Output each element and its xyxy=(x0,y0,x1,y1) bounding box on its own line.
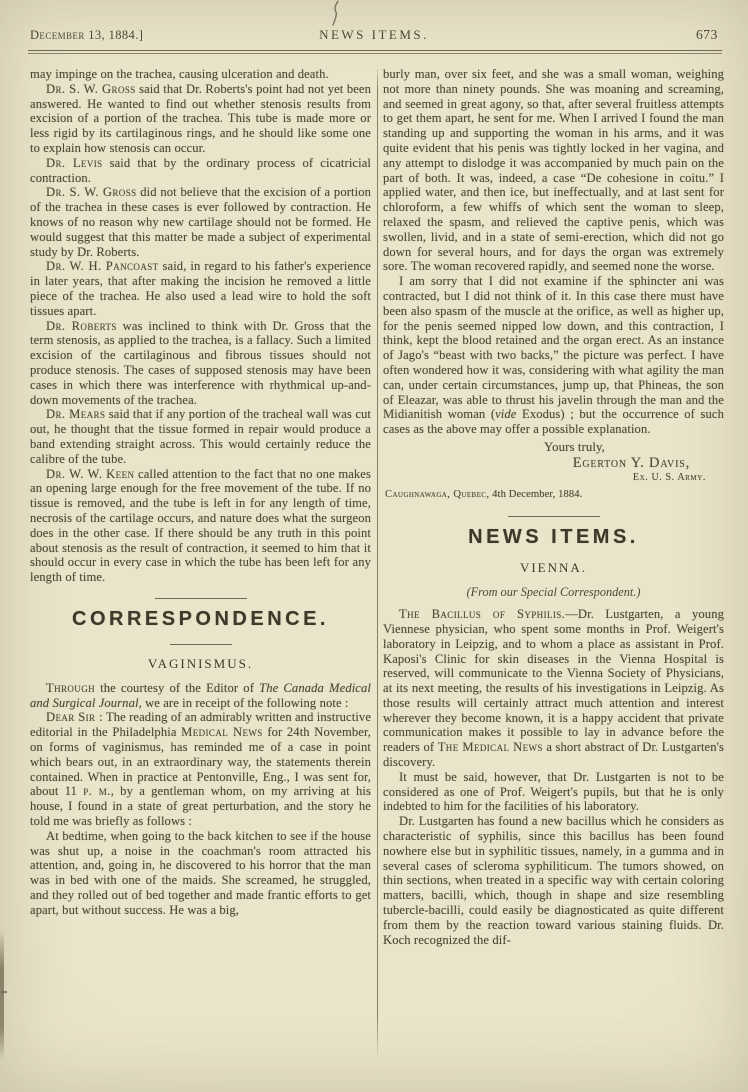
text-segment: Dr. S. W. Gross xyxy=(46,185,137,200)
text-segment: said that if any portion of the tracheal wall was cut out, he thought that the tissue formed in repair would produce a band extending straight across. This would certainly reduce the calibre of the tube. xyxy=(30,407,372,466)
text-segment: Dr. Levis xyxy=(46,155,103,170)
correspondence-heading: CORRESPONDENCE. xyxy=(72,607,329,630)
paragraph xyxy=(383,770,724,814)
paragraph xyxy=(383,67,724,274)
text-segment: Through xyxy=(46,680,95,695)
vienna-heading: VIENNA. xyxy=(519,560,588,576)
text-segment: did not believe that the excision of a portion of the trachea in these cases is ever followed by contraction. He knows of no reason why new cartilage should not be formed. He would suggest that this matter be made a subject of experimental study by Dr. Roberts. xyxy=(30,185,372,259)
text-segment: Dr. W. W. Keen xyxy=(46,466,135,481)
news-divider-rule xyxy=(508,516,600,517)
text-segment: a short abstract of Dr. Lustgarten's discovery. xyxy=(383,740,724,770)
letter-dateline xyxy=(385,488,724,503)
text-segment: The Bacillus of Syphilis. xyxy=(399,607,566,622)
text-segment: said that by the ordinary process of cicatricial contraction. xyxy=(30,155,371,185)
dateline-date: 4th December, 1884. xyxy=(489,489,583,501)
text-segment: , by a gentleman whom, on my arriving at his house, I found in a state of great perturbation, and the story he told me was briefly as follows : xyxy=(30,784,371,829)
heading-divider-rule xyxy=(170,644,232,645)
paragraph xyxy=(30,829,371,918)
text-segment: called attention to the fact that no one makes an opening large enough for the free movement of the tube. If no tissue is removed, and the tube is left in for any length of time, necrosis of the cartilage occurs, and nature does what the surgeon does in the other case. If there should be any truth in this point about stenosis as the result of contraction, it seemed to him that it should occur in every case in which the tube has been left for any length of time. xyxy=(30,466,371,585)
signature-rank: Ex. U. S. Army. xyxy=(632,471,706,483)
page-header xyxy=(0,0,748,43)
text-segment: Exodus) ; but the occurrence of such cases as the above may offer a possible explanation. xyxy=(383,407,724,437)
text-segment: The Medical News xyxy=(437,740,543,755)
paragraph xyxy=(383,607,724,770)
paragraph xyxy=(30,259,371,318)
text-segment: Dr. W. H. Pancoast xyxy=(46,259,159,274)
page-columns xyxy=(0,54,748,1054)
paragraph xyxy=(30,319,371,408)
society-discussion-body xyxy=(30,67,371,585)
paragraph xyxy=(30,82,371,156)
letter-signature: Egerton Y. Davis, xyxy=(572,454,690,471)
letter-body xyxy=(383,67,724,437)
left-column xyxy=(30,67,371,1054)
text-segment: said, in regard to his father's experience in later years, that after making the incision he removed a little piece of the trachea. He also used a lead wire to hold the soft tissues apart. xyxy=(30,259,371,318)
text-segment: Dr. Lustgarten has found a new bacillus which he considers as characteristic of syphilis, since this bacillus has been found nowhere else but in syphilitic tissues, namely, in a gumma and in several cases of scleroma syphiliticum. The tumors showed, on thin sections, when treated in a specific way with certain coloring matters, bacilli, which, though in shape and size resembling tubercle-bacilli, could easily be diagnosticated as quite different from them by the reaction toward various staining fluids. Dr. Koch recognized the dif- xyxy=(383,814,724,947)
text-segment: said that Dr. Roberts's point had not yet been answered. He wanted to find out whether stenosis results from excision of a portion of the trachea. This tube is made more or less rigid by its cartilaginous rings, and he should like some one to explain how stenosis can occur. xyxy=(30,81,371,155)
dateline-place: Caughnawaga, Quebec, xyxy=(385,489,490,501)
paragraph xyxy=(30,67,371,82)
section-divider-rule xyxy=(155,598,247,599)
text-segment: burly man, over six feet, and she was a small woman, weighing not more than ninety pounds. She was moaning and screaming, and seemed in great agony, so that, after several fruitless attempts to get them apart, he sent for me. When I arrived I found the man standing up and supporting the woman in his arms, and it was quite evident that his penis was tightly locked in her vagina, and any attempt to dislodge it was accompanied by much pain on the part of both. It was, indeed, a case “De cohesione in coitu.” I applied water, and then ice, but ineffectually, and at last sent for chloroform, a few whiffs of which sent the woman to sleep, relaxed the spasm, and relieved the captive penis, which was swollen, livid, and in a state of semi-erection, which did not go down for several hours, and for days the organ was extremely sore. The woman recovered rapidly, and seemed none the worse. xyxy=(383,67,724,274)
right-column xyxy=(383,67,724,1054)
text-segment: Dr. Mears xyxy=(46,407,106,422)
text-segment: vide xyxy=(495,407,517,422)
correspondence-body xyxy=(30,681,371,918)
column-divider-rule xyxy=(377,69,378,1054)
correspondent-byline: (From our Special Correspondent.) xyxy=(466,585,641,600)
text-segment: The reading of an admirably written and instructive editorial in the Philadelphia xyxy=(30,710,372,740)
vaginismus-heading: VAGINISMUS. xyxy=(147,655,254,671)
paragraph xyxy=(30,681,371,711)
text-segment: Dr. S. W. Gross xyxy=(46,81,136,96)
text-segment: —Dr. Lustgarten, a young Viennese physician, who spent some months in Prof. Weigert's laboratory in Leipzig, and to whom a place as assistant in Prof. Kaposi's Clinic for skin diseases in the Vienna Hospital is reserved, will communicate to the Vienna Society of Physicians, at its next meeting, the results of his investigations in Leipzig. As those results will certainly attract much attention and interest wherever they become known, it is a happy accident that private communication makes it possible to lay in advance before the readers of xyxy=(383,607,724,755)
text-segment: The Canada Medical and Surgical Journal, xyxy=(30,680,371,710)
scan-edge-shade xyxy=(0,930,4,1060)
text-segment: It must be said, however, that Dr. Lustgarten is not to be considered as one of Prof. Weigert's pupils, but that he is only indebted to him for the facilities of his laboratory. xyxy=(383,769,724,814)
news-items-heading: NEWS ITEMS. xyxy=(468,526,639,549)
text-segment: I am sorry that I did not examine if the sphincter ani was contracted, but I did not think of it. In this case there must have been also spasm of the muscle at the orifice, as well as higher up, for the penis seemed nipped low down, and this contraction, I think, kept the blood retained and the organ erect. As an instance of Jago's “beast with two backs,” the picture was perfect. I have often wondered how it was, considering with what agility the man can, under certain circumstances, jump up, that Phineas, the son of Eleazar, was able to thrust his javelin through the man and the Midianitish woman ( xyxy=(383,274,724,422)
paragraph xyxy=(30,185,371,259)
paragraph xyxy=(30,407,371,466)
text-segment: was inclined to think with Dr. Gross that the term stenosis, as applied to the trachea, is a fallacy. Such a limited excision of the cartilaginous and fibrous tissues should not produce stenosis. The cases of supposed stenosis may have been cases in which there was interference with rhythmical up-and-down movements of the trachea. xyxy=(30,318,371,407)
header-running-title: NEWS ITEMS. xyxy=(319,27,429,42)
text-segment: the courtesy of the Editor of xyxy=(95,680,260,695)
scan-artifact-dash xyxy=(1,991,7,993)
text-segment: may impinge on the trachea, causing ulceration and death. xyxy=(30,67,329,81)
letter-closing: Yours truly, xyxy=(544,439,605,454)
paragraph xyxy=(383,274,724,437)
header-page-number: 673 xyxy=(695,27,718,42)
text-segment: for 24th November, on forms of vaginismus, has reminded me of a case in point which bears out, in an extraordinary way, the statements therein contained. When in practice at Pentonville, Eng., I was sent for, about 11 xyxy=(30,725,372,799)
ink-stroke-artifact xyxy=(328,0,344,26)
text-segment: p. m. xyxy=(83,784,111,799)
paragraph xyxy=(30,710,371,828)
text-segment: we are in receipt of the following note : xyxy=(141,695,349,710)
news-body xyxy=(383,607,724,947)
text-segment: Dr. Roberts xyxy=(46,318,117,333)
paragraph xyxy=(30,467,371,585)
text-segment: Dear Sir : xyxy=(46,710,103,725)
text-segment: Medical News xyxy=(181,725,263,740)
paragraph xyxy=(30,156,371,186)
header-date: December 13, 1884.] xyxy=(30,28,144,42)
paragraph xyxy=(383,814,724,947)
text-segment: At bedtime, when going to the back kitchen to see if the house was shut up, a noise in the coachman's room attracted his attention, and, going in, he discovered to his horror that the man was in bed with one of the maids. She screamed, he struggled, and they rolled out of bed together and made frantic efforts to get apart, but without success. He was a big, xyxy=(30,828,371,917)
